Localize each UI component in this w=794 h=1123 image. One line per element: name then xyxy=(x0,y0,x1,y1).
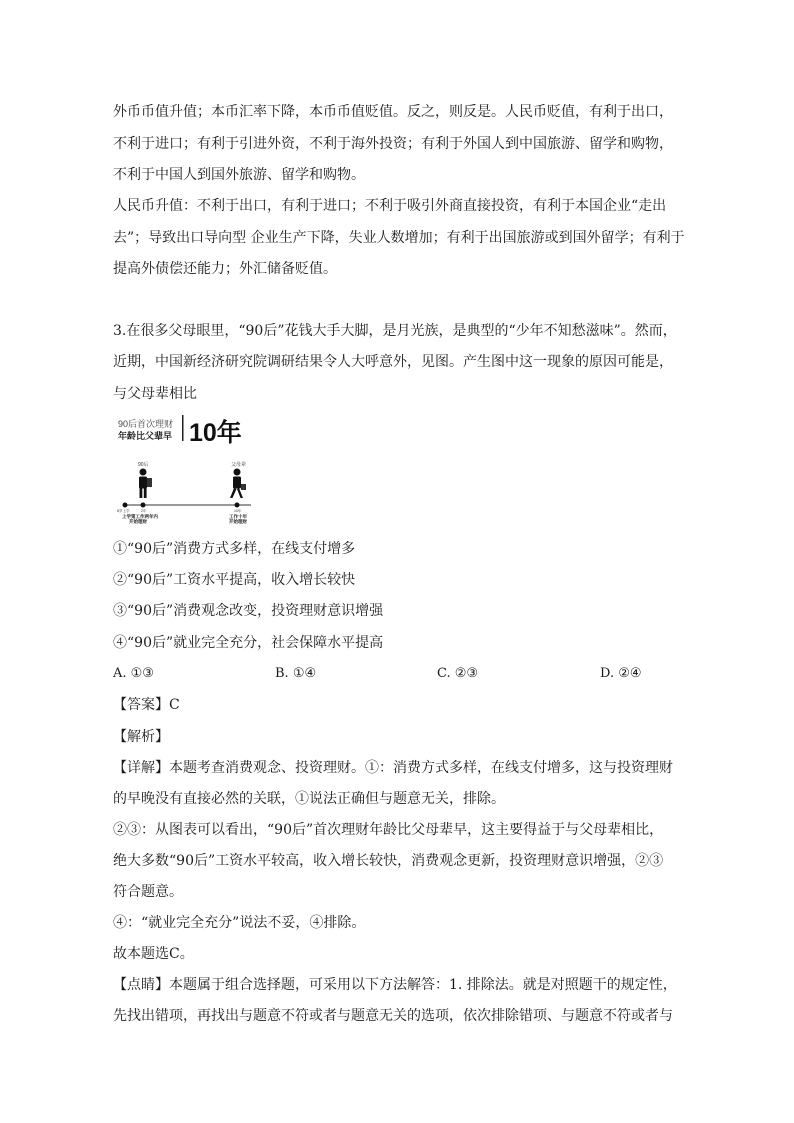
caption-right: 工作十年 xyxy=(229,514,247,519)
question-figure xyxy=(113,410,263,525)
explanation-line: 的早晚没有直接必然的关联，①说法正确但与题意无关，排除。 xyxy=(113,791,505,807)
statement-item: ②“90后”工资水平提高，收入增长较快 xyxy=(113,572,356,588)
text-line: 外币币值升值；本币汇率下降，本币币值贬值。反之，则反是。人民币贬值，有利于出口， xyxy=(113,104,673,120)
text-line: 提高外债偿还能力；外汇储备贬值。 xyxy=(113,261,337,277)
figure-svg xyxy=(113,410,263,525)
statement-item: ④“90后”就业完全充分，社会保障水平提高 xyxy=(113,635,384,651)
point-right-label: 10年 xyxy=(234,509,242,513)
point-mid-label: 2年 xyxy=(141,509,147,513)
analysis-heading: 【解析】 xyxy=(113,729,169,745)
question-stem: 3.在很多父母眼里，“90后”花钱大手大脚，是月光族，是典型的“少年不知愁滋味”。然而， xyxy=(113,323,677,339)
question-stem: 与父母辈相比 xyxy=(113,386,197,402)
text-line: 不利于进口；有利于引进外资，不利于海外投资；有利于外国人到中国旅游、留学和购物， xyxy=(113,136,673,152)
caption-right-2: 开始理财 xyxy=(229,519,247,524)
statement-item: ①“90后”消费方式多样，在线支付增多 xyxy=(113,541,356,557)
explanation-line: ②③：从图表可以看出，“90后”首次理财年龄比父母辈早，这主要得益于与父母辈相比， xyxy=(113,822,664,838)
explanation-line: 绝大多数“90后”工资水平较高，收入增长较快，消费观念更新，投资理财意识增强，②③ xyxy=(113,853,664,869)
statement-item: ③“90后”消费观念改变，投资理财意识增强 xyxy=(113,603,384,619)
figure-title-1: 90后首次理财 xyxy=(118,419,174,429)
explanation-line: 先找出错项，再找出与题意不符或者与题意无关的选项，依次排除错项、与题意不符或者与 xyxy=(113,1008,673,1024)
person2-label: 父母辈 xyxy=(231,462,247,468)
text-line: 不利于中国人到国外旅游、留学和购物。 xyxy=(113,167,365,183)
caption-left: 上学第工作两年内 xyxy=(122,514,158,519)
question-stem: 近期，中国新经济研究院调研结果令人大呼意外，见图。产生图中这一现象的原因可能是， xyxy=(113,354,673,370)
explanation-line: 故本题选C。 xyxy=(113,946,194,962)
option-c: C. ②③ xyxy=(437,666,479,681)
person-90s-icon xyxy=(139,469,152,499)
person-parents-icon xyxy=(230,469,246,499)
figure-big-value: 10年 xyxy=(189,419,242,447)
option-b: B. ①④ xyxy=(275,666,317,681)
option-a: A. ①③ xyxy=(113,666,154,681)
timeline-point xyxy=(141,503,146,508)
figure-divider xyxy=(182,415,184,441)
text-line: 去”；导致出口导向型 企业生产下降，失业人数增加；有利于出国旅游或到国外留学；有利于 xyxy=(113,230,685,246)
figure-title-2: 年龄比父辈早 xyxy=(118,431,173,441)
timeline-point xyxy=(235,503,240,508)
explanation-line: ④：“就业完全充分”说法不妥，④排除。 xyxy=(113,915,366,931)
timeline-point xyxy=(123,503,128,508)
caption-left-2: 开始理财 xyxy=(129,519,147,524)
text-line: 人民币升值：不利于出口，有利于进口；不利于吸引外商直接投资，有利于本国企业“走出 xyxy=(113,198,667,214)
option-d: D. ②④ xyxy=(600,666,642,681)
person1-label: 90后 xyxy=(138,462,149,468)
explanation-line: 【详解】本题考查消费观念、投资理财。①：消费方式多样，在线支付增多，这与投资理财 xyxy=(113,760,673,776)
answer-line: 【答案】C xyxy=(113,697,180,713)
explanation-line: 符合题意。 xyxy=(113,884,183,900)
point-left-label: 8岁上学 xyxy=(117,509,130,513)
explanation-line: 【点睛】本题属于组合选择题，可采用以下方法解答：1. 排除法。就是对照题干的规定性， xyxy=(113,977,677,993)
